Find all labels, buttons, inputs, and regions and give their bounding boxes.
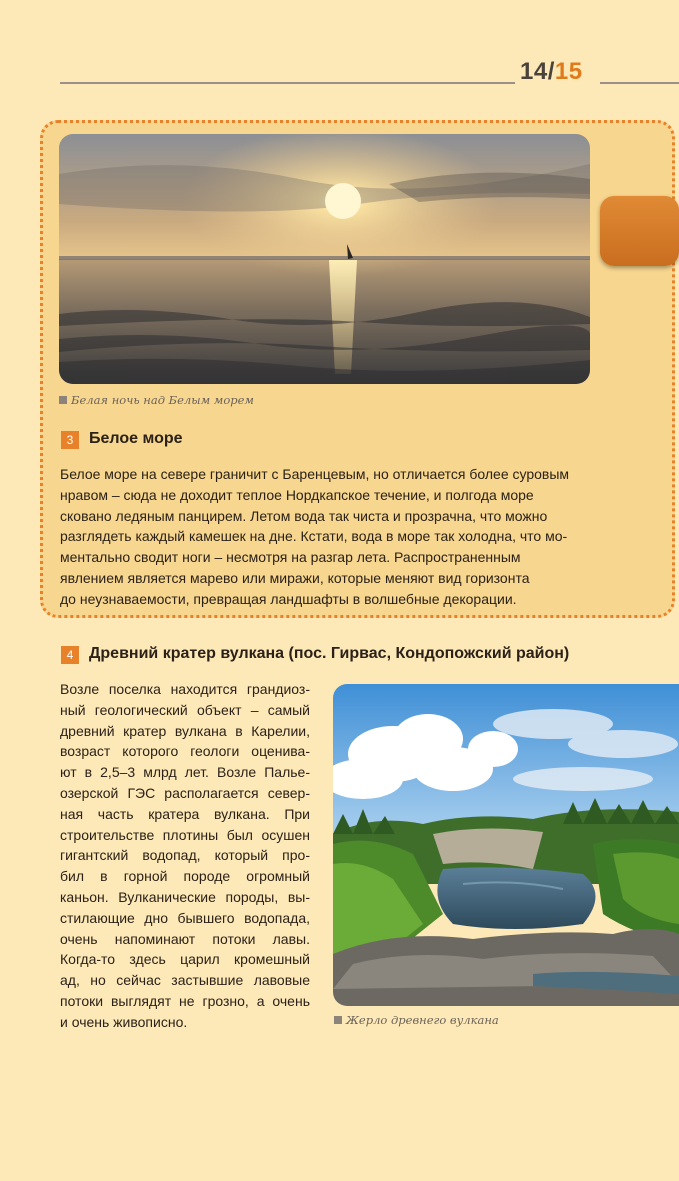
section-number-badge: 3 — [61, 431, 79, 449]
header-rule-left — [60, 82, 515, 84]
white-sea-photo-caption: Белая ночь над Белым морем — [59, 393, 254, 407]
header-rule-right — [600, 82, 679, 84]
page-current: 14 — [520, 58, 548, 85]
volcano-crater-text: Возле поселка находится грандиоз- ный геологический объект – самый древний кратер вулкана в Карелии, возраст которого геологи оценива- ют в 2,5–3 млрд лет. Возле Палье- озерской ГЭС располагается север- ная часть кратера вулкана. При строительстве плотины был осушен гигантский водопад, который про- бил в горной породе огромный каньон. Вулканические породы, вы- стилающие дно бывшего водопада, очень напоминают потоки лавы. Когда-то здесь царил кромешный ад, но сейчас застывшие лавовые потоки выглядят не грозно, а очень и очень живописно. — [60, 681, 310, 1030]
page-separator: / — [547, 58, 555, 85]
white-sea-text: Белое море на севере граничит с Баренцевым, но отличается более суровым нравом – сюда не доходит теплое Нордкапское течение, и полгода море сковано ледяным панцирем. Летом вода так чиста и прозрачна, что можно разглядеть каждый камешек на дне. Кстати, вода в море так холодна, что мо- ментально сводит ноги – несмотря на разгар лета. Распространенным явлением является марево или миражи, которые меняют вид горизонта до неузнаваемости, превращая ландшафты в волшебные декорации. — [60, 466, 570, 607]
page-total: 15 — [554, 58, 583, 85]
white-sea-title: Белое море — [89, 430, 183, 447]
page-number — [520, 58, 583, 86]
side-tab[interactable] — [600, 196, 679, 266]
white-sea-photo — [59, 134, 590, 384]
volcano-crater-photo — [333, 684, 679, 1006]
volcano-crater-title: Древний кратер вулкана (пос. Гирвас, Кондопожский район) — [89, 645, 570, 662]
section-number-badge: 4 — [61, 646, 79, 664]
volcano-crater-photo-caption: Жерло древнего вулкана — [334, 1013, 499, 1027]
caption-square-icon — [59, 396, 67, 404]
caption-square-icon — [334, 1016, 342, 1024]
